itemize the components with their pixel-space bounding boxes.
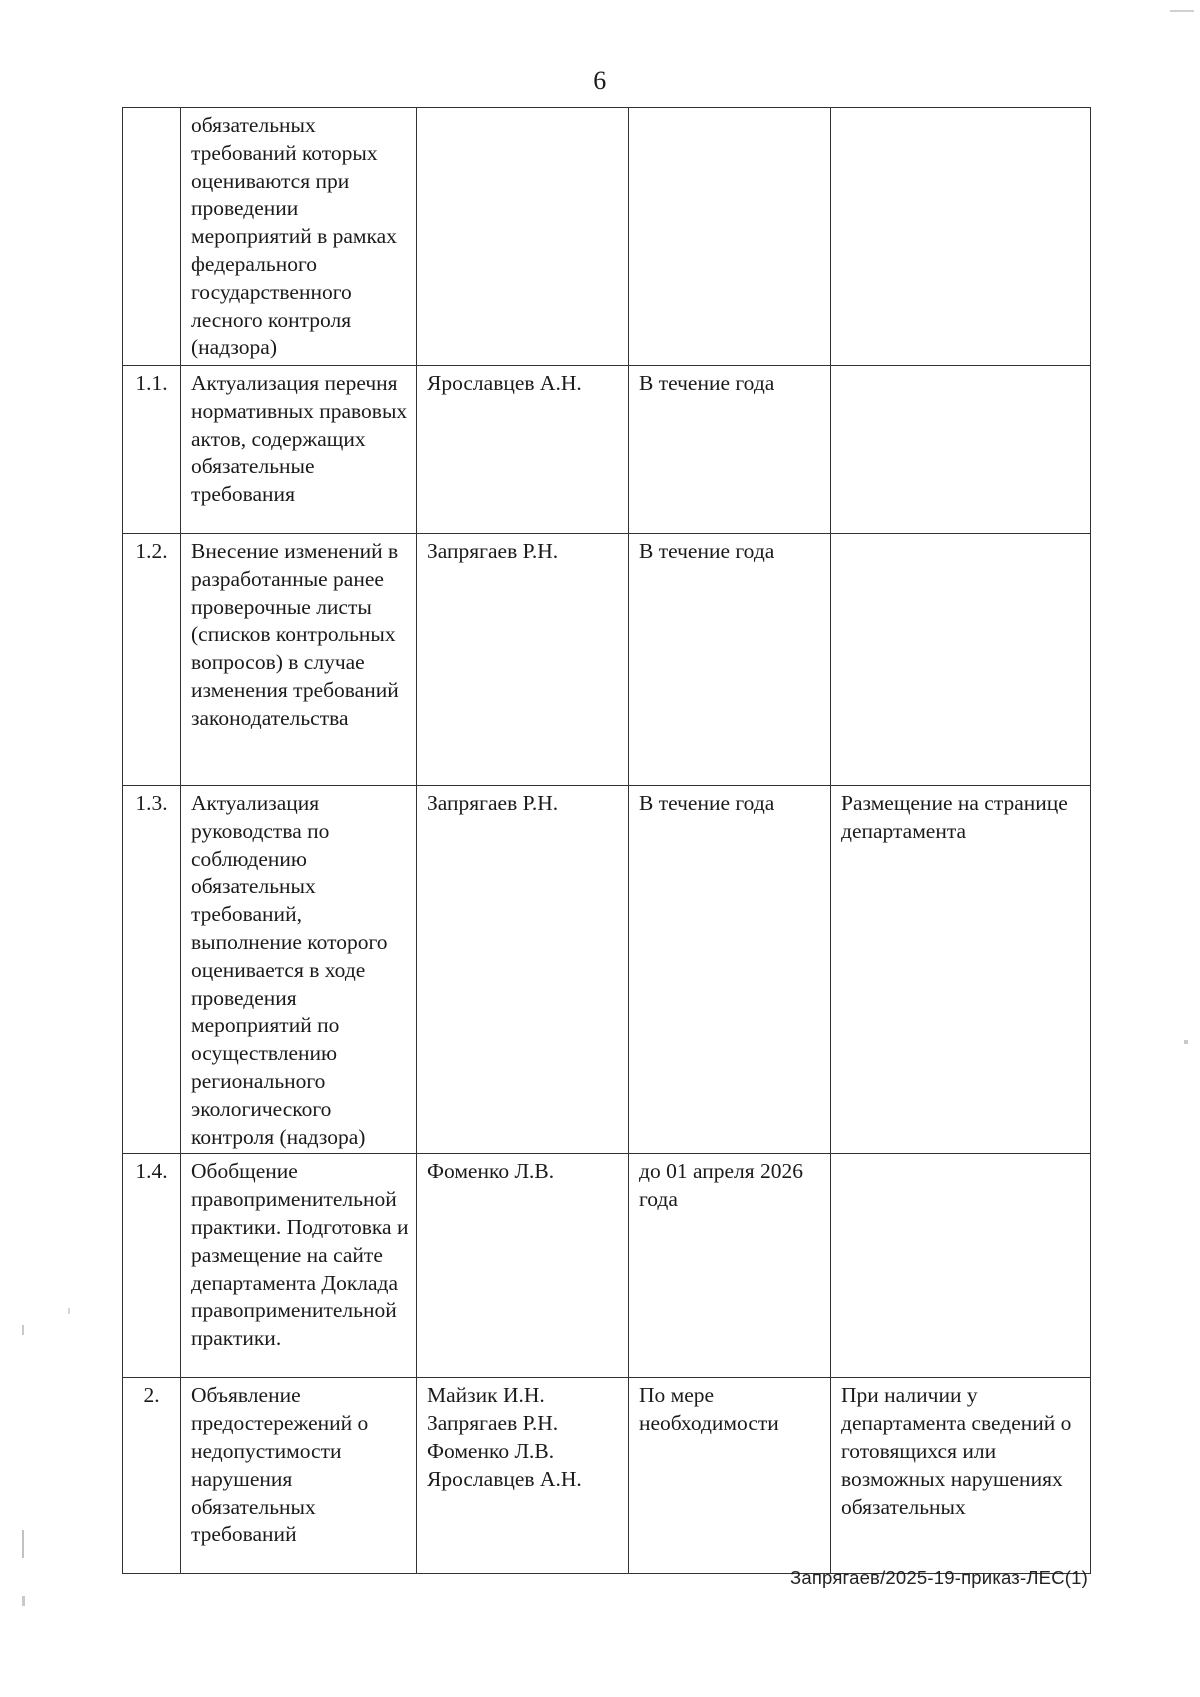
row-number: 1.4. <box>123 1154 181 1378</box>
result-cell <box>831 1154 1091 1378</box>
responsible-cell: Фоменко Л.В. <box>417 1154 629 1378</box>
result-cell <box>831 534 1091 786</box>
action-cell: Внесение изменений в разработанные ранее проверочные листы (списков контрольных вопросов) в случае изменения требований законодательства <box>181 534 417 786</box>
responsible-cell <box>417 108 629 366</box>
table-row <box>123 366 1091 534</box>
responsible-cell: Ярославцев А.Н. <box>417 366 629 534</box>
result-cell: Размещение на странице департамента <box>831 786 1091 1154</box>
deadline-cell: В течение года <box>629 786 831 1154</box>
scan-speck <box>22 1325 24 1335</box>
result-cell <box>831 366 1091 534</box>
page-number: 6 <box>593 66 607 95</box>
action-cell: Обобщение правоприменительной практики. Подготовка и размещение на сайте департамента Доклада правоприменительной практики. <box>181 1154 417 1378</box>
prevention-plan-table <box>122 107 1091 1574</box>
row-number: 1.3. <box>123 786 181 1154</box>
responsible-cell: Запрягаев Р.Н. <box>417 534 629 786</box>
deadline-cell: По мере необходимости <box>629 1378 831 1574</box>
row-number: 2. <box>123 1378 181 1574</box>
document-reference: Запрягаев/2025-19-приказ-ЛЕС(1) <box>789 1567 1088 1588</box>
result-cell <box>831 108 1091 366</box>
scan-speck <box>1184 1040 1188 1044</box>
scan-speck <box>22 1596 25 1606</box>
result-cell: При наличии у департамента сведений о готовящихся или возможных нарушениях обязательных <box>831 1378 1091 1574</box>
deadline-cell: В течение года <box>629 534 831 786</box>
responsible-cell: Запрягаев Р.Н. <box>417 786 629 1154</box>
table-row <box>123 1378 1091 1574</box>
row-number <box>123 108 181 366</box>
scan-speck <box>68 1308 70 1314</box>
table-row <box>123 108 1091 366</box>
action-cell: Объявление предостережений о недопустимости нарушения обязательных требований <box>181 1378 417 1574</box>
row-number: 1.1. <box>123 366 181 534</box>
deadline-cell: до 01 апреля 2026 года <box>629 1154 831 1378</box>
scan-speck <box>1170 10 1194 12</box>
table-row <box>123 1154 1091 1378</box>
deadline-cell: В течение года <box>629 366 831 534</box>
table-row <box>123 786 1091 1154</box>
deadline-cell <box>629 108 831 366</box>
row-number: 1.2. <box>123 534 181 786</box>
scan-speck <box>22 1530 24 1558</box>
responsible-cell: Майзик И.Н. Запрягаев Р.Н. Фоменко Л.В. Ярославцев А.Н. <box>417 1378 629 1574</box>
action-cell: Актуализация руководства по соблюдению обязательных требований, выполнение которого оценивается в ходе проведения мероприятий по осуществлению регионального экологического контроля (надзора) <box>181 786 417 1154</box>
action-cell: Актуализация перечня нормативных правовых актов, содержащих обязательные требования <box>181 366 417 534</box>
action-cell: обязательных требований которых оцениваются при проведении мероприятий в рамках федерального государственного лесного контроля (надзора) <box>181 108 417 366</box>
table-row <box>123 534 1091 786</box>
